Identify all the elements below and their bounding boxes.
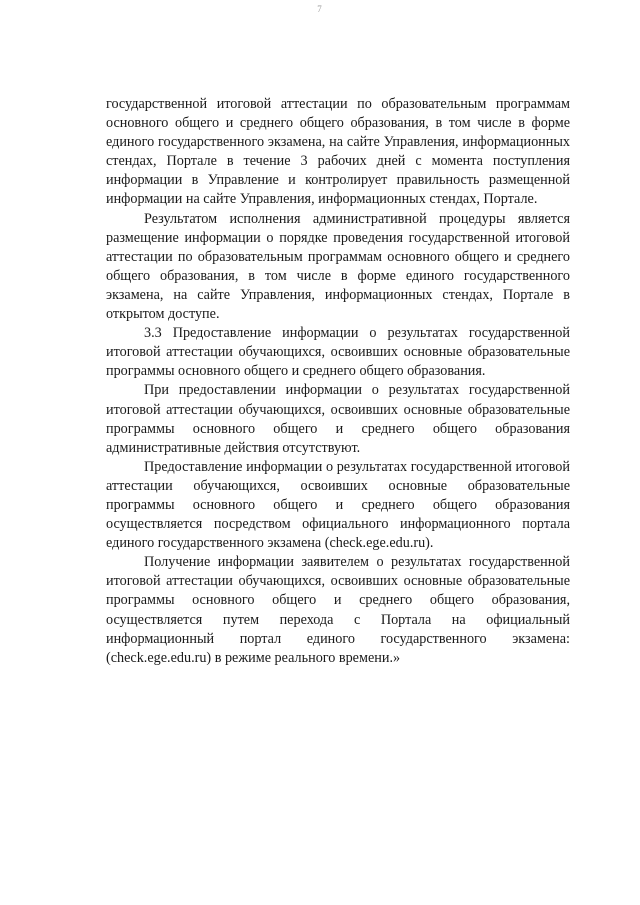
paragraph-procedure-result: Результатом исполнения административной процедуры является размещение информации о порядке проведения государственной итоговой аттестации по образовательным программам основного общего и среднего общего образования, в том числе в форме единого государственного экзамена, на сайте Управления, информационных стендах, Портале в открытом доступе. [106, 210, 570, 323]
document-body [106, 95, 570, 668]
section-heading-3-3: 3.3 Предоставление информации о результатах государственной итоговой аттестации обучающихся, освоивших основные образовательные программы основного общего и среднего общего образования. [106, 325, 570, 380]
paragraph-portal-provision: Предоставление информации о результатах государственной итоговой аттестации обучающихся, освоивших основные образовательные программы основного общего и среднего общего образования осуществляется посредством официального информационного портала единого государственного экзамена (check.ege.edu.ru). [106, 458, 570, 552]
paragraph-continuation: государственной итоговой аттестации по образовательным программам основного общего и среднего общего образования, в том числе в форме единого государственного экзамена, на сайте Управления, информационных стендах, Портале в течение 3 рабочих дней с момента поступления информации в Управление и контролирует правильность размещенной информации на сайте Управления, информационных стендах, Портале. [106, 96, 570, 208]
paragraph-applicant-access: Получение информации заявителем о результатах государственной итоговой аттестации обучающихся, освоивших основные образовательные программы основного общего и среднего общего образования, осуществляется путем перехода с Портала на официальный информационный портал единого государственного экзамена: (check.ege.edu.ru) в режиме реального времени.» [106, 554, 570, 666]
paragraph-no-admin-actions: При предоставлении информации о результатах государственной итоговой аттестации обучающихся, освоивших основные образовательные программы основного общего и среднего общего образования административные действия отсутствуют. [106, 382, 570, 456]
page-number: 7 [317, 4, 323, 14]
